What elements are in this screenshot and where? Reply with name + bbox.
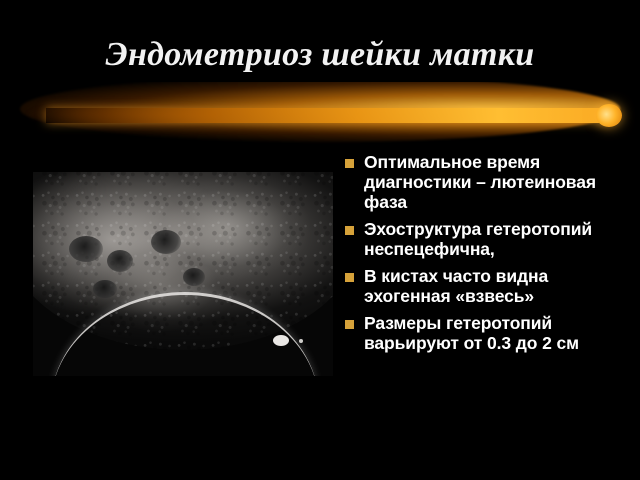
ultrasound-cyst [69, 236, 103, 262]
list-item [345, 313, 631, 353]
bullet-list [345, 152, 631, 360]
ultrasound-image [33, 172, 333, 376]
list-item-label: Размеры гетеротопий варьируют от 0.3 до 2 см [364, 313, 580, 353]
ultrasound-cyst [151, 230, 181, 254]
list-item-label: В кистах часто видна эхогенная «взвесь» [364, 266, 549, 306]
list-item-label: Оптимальное время диагностики – лютеиновая фаза [364, 152, 596, 212]
ultrasound-cyst [107, 250, 133, 272]
square-bullet-icon [345, 159, 354, 168]
square-bullet-icon [345, 320, 354, 329]
ultrasound-cyst [93, 280, 117, 298]
ultrasound-marker [273, 335, 289, 346]
swoosh-cap [596, 104, 622, 127]
ultrasound-marker-dot [299, 339, 303, 343]
list-item [345, 266, 631, 306]
list-item [345, 219, 631, 259]
page-title: Эндометриоз шейки матки [105, 36, 535, 73]
square-bullet-icon [345, 273, 354, 282]
swoosh-band [46, 108, 612, 123]
ultrasound-cyst [183, 268, 205, 286]
title-divider-swoosh [0, 82, 640, 144]
list-item-label: Эхоструктура гетеротопий неспецефична, [364, 219, 593, 259]
square-bullet-icon [345, 226, 354, 235]
list-item [345, 152, 631, 212]
